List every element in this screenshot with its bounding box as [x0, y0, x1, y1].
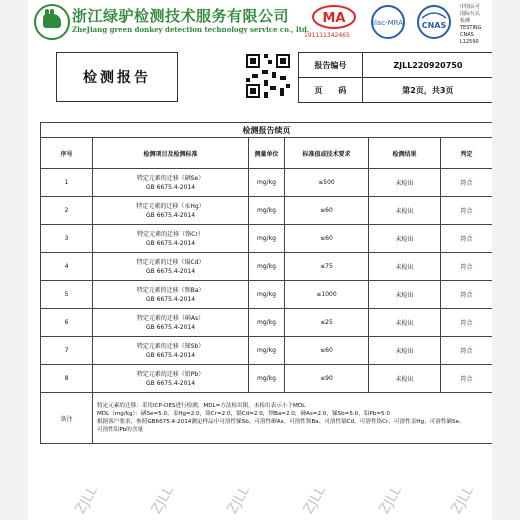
cnas-mark-icon: [414, 4, 454, 40]
row-verdict: 符合: [441, 337, 493, 365]
row-item-name: 特定元素的迁移（锑Sb）: [136, 342, 205, 350]
row-verdict: 符合: [441, 365, 493, 393]
table-row: [41, 309, 493, 337]
row-item: [93, 169, 249, 197]
row-item-name: 特定元素的迁移（汞Hg）: [136, 202, 205, 210]
row-item-standard: GB 6675.4-2014: [145, 267, 196, 275]
row-no: 4: [41, 253, 93, 281]
table-row: [41, 281, 493, 309]
ma-code: 191111342465: [304, 32, 350, 39]
note-line: 根据客户要求，参照GB6675.4-2014测定样品中可溶性锑Sb、可溶性砷As、可溶性钡Ba、可溶性镉Cd、可溶性铬Cr、可溶性汞Hg、可溶性硒Se、: [97, 419, 465, 425]
row-item-standard: GB 6675.4-2014: [145, 379, 196, 387]
row-requirement: ≤90: [285, 365, 369, 393]
company-name-cn: 浙江绿驴检测技术服务有限公司: [72, 7, 290, 25]
row-item-standard: GB 6675.4-2014: [145, 239, 196, 247]
row-result: 未检出: [369, 309, 441, 337]
ma-label: MA: [322, 11, 346, 26]
cnas-label: CNAS: [421, 21, 447, 30]
col-header-requirement: 标准值或技术要求: [285, 138, 369, 169]
row-item-standard: GB 6675.4-2014: [145, 183, 196, 191]
note-row: [41, 393, 493, 444]
row-unit: mg/kg: [249, 281, 285, 309]
row-item-name: 特定元素的迁移（铅Pb）: [136, 370, 205, 378]
col-header-verdict: 判定: [441, 138, 493, 169]
report-title-block: [56, 52, 492, 106]
row-unit: mg/kg: [249, 169, 285, 197]
row-item-standard: GB 6675.4-2014: [145, 351, 196, 359]
row-item-name: 特定元素的迁移（硒Se）: [136, 174, 205, 182]
page-label: 页 码: [299, 78, 363, 103]
note-line: 可溶性铅Pb的含量: [97, 427, 144, 433]
row-item: [93, 225, 249, 253]
row-verdict: 符合: [441, 309, 493, 337]
note-text: [93, 393, 493, 444]
row-no: 1: [41, 169, 93, 197]
row-unit: mg/kg: [249, 337, 285, 365]
row-unit: mg/kg: [249, 309, 285, 337]
row-item: [93, 365, 249, 393]
row-item-name: 特定元素的迁移（铬Cr）: [137, 230, 204, 238]
col-header-no: 序号: [41, 138, 93, 169]
row-item: [93, 281, 249, 309]
report-number-value: ZJLL220920750: [362, 53, 492, 78]
note-label: 备注: [41, 393, 93, 444]
row-item-standard: GB 6675.4-2014: [145, 211, 196, 219]
row-requirement: ≤75: [285, 253, 369, 281]
row-verdict: 符合: [441, 225, 493, 253]
cnas-side-line: 中国认可: [460, 4, 481, 10]
table-row: [41, 253, 493, 281]
report-meta-table: [298, 52, 492, 103]
note-line: 特定元素的迁移：采用ICP-OES进行检测，MDL=方法检出限，未检出表示小于MDL: [97, 403, 306, 409]
row-item: [93, 309, 249, 337]
report-page: [28, 0, 492, 520]
qr-code-icon[interactable]: [244, 52, 292, 100]
row-unit: mg/kg: [249, 225, 285, 253]
note-line: MDL（mg/kg）：硒Se=5.0，汞Hg=2.0，铬Cr=2.0，镉Cd=2.0，钡Ba=2.0，砷As=2.0，锑Sb=5.0，铅Pb=5.0: [97, 411, 390, 417]
table-row: [41, 169, 493, 197]
ilac-mra-icon: [368, 4, 408, 40]
row-no: 6: [41, 309, 93, 337]
row-unit: mg/kg: [249, 253, 285, 281]
row-unit: mg/kg: [249, 365, 285, 393]
row-item: [93, 197, 249, 225]
table-row: [41, 225, 493, 253]
cnas-side-line: CNAS L12590: [460, 32, 479, 45]
cnas-side-line: 国际互认: [460, 11, 481, 17]
row-no: 2: [41, 197, 93, 225]
row-no: 3: [41, 225, 93, 253]
col-header-result: 检测结果: [369, 138, 441, 169]
watermark: ZJLL: [376, 483, 405, 517]
row-item: [93, 337, 249, 365]
table-row: [41, 337, 493, 365]
page-value: 第2页，共3页: [362, 78, 492, 103]
watermark: ZJLL: [300, 483, 329, 517]
row-verdict: 符合: [441, 197, 493, 225]
cnas-side-line: TESTING: [460, 25, 482, 31]
results-table: [40, 122, 492, 444]
row-no: 7: [41, 337, 93, 365]
row-requirement: ≤60: [285, 337, 369, 365]
col-header-unit: 测量单位: [249, 138, 285, 169]
report-title: 检测报告: [56, 52, 178, 102]
row-requirement: ≤60: [285, 197, 369, 225]
row-no: 8: [41, 365, 93, 393]
cnas-side-line: 检测: [460, 18, 471, 24]
row-result: 未检出: [369, 337, 441, 365]
watermark: ZJLL: [448, 483, 477, 517]
row-result: 未检出: [369, 169, 441, 197]
report-number-label: 报告编号: [299, 53, 363, 78]
row-result: 未检出: [369, 365, 441, 393]
company-name-en: ZheJiang green donkey detection technology service co., ltd.: [72, 25, 310, 34]
row-verdict: 符合: [441, 169, 493, 197]
row-requirement: ≤500: [285, 169, 369, 197]
row-verdict: 符合: [441, 253, 493, 281]
ilac-label: ilac-MRA: [373, 19, 403, 27]
row-unit: mg/kg: [249, 197, 285, 225]
row-verdict: 符合: [441, 281, 493, 309]
green-donkey-logo-icon: [34, 4, 70, 40]
cnas-side-text: [460, 4, 492, 46]
table-caption: 检测报告续页: [41, 123, 493, 138]
cma-mark-icon: [312, 5, 356, 29]
row-item-standard: GB 6675.4-2014: [145, 295, 196, 303]
row-item-name: 特定元素的迁移（钡Ba）: [136, 286, 205, 294]
watermark: ZJLL: [148, 483, 177, 517]
watermark: ZJLL: [224, 483, 253, 517]
row-result: 未检出: [369, 225, 441, 253]
watermark: ZJLL: [72, 483, 101, 517]
row-item-name: 特定元素的迁移（镉Cd）: [136, 258, 205, 266]
table-header-row: [41, 138, 493, 169]
row-item: [93, 253, 249, 281]
letterhead: [28, 0, 492, 44]
row-item-standard: GB 6675.4-2014: [145, 323, 196, 331]
row-result: 未检出: [369, 281, 441, 309]
row-requirement: ≤1000: [285, 281, 369, 309]
col-header-item: 检测项目及检测标准: [93, 138, 249, 169]
table-row: [41, 197, 493, 225]
table-row: [41, 365, 493, 393]
row-result: 未检出: [369, 197, 441, 225]
row-requirement: ≤25: [285, 309, 369, 337]
row-requirement: ≤60: [285, 225, 369, 253]
row-no: 5: [41, 281, 93, 309]
row-result: 未检出: [369, 253, 441, 281]
row-item-name: 特定元素的迁移（砷As）: [136, 314, 205, 322]
